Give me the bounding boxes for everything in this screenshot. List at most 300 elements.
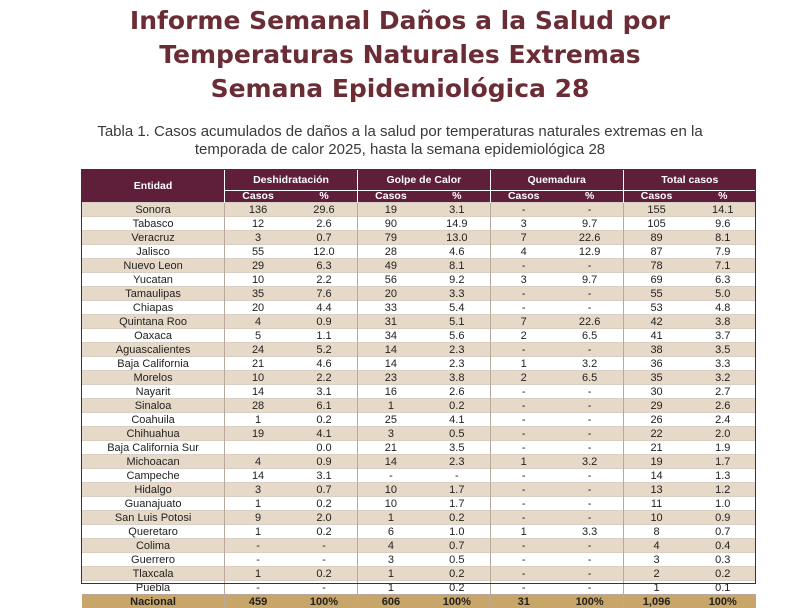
row-cell: 1.7 xyxy=(424,497,490,511)
row-entidad: Queretaro xyxy=(82,525,225,539)
table-header xyxy=(82,170,756,203)
row-cell: 3 xyxy=(490,273,556,287)
table-row xyxy=(82,245,756,259)
row-cell: 4.8 xyxy=(690,301,756,315)
table-row xyxy=(82,581,756,595)
row-cell: 8.1 xyxy=(690,231,756,245)
row-cell: 4.1 xyxy=(291,427,357,441)
row-cell: 5 xyxy=(225,329,291,343)
row-cell: - xyxy=(557,441,623,455)
row-cell: 12.0 xyxy=(291,245,357,259)
row-cell: - xyxy=(557,203,623,217)
row-cell: - xyxy=(291,553,357,567)
row-cell: 35 xyxy=(225,287,291,301)
row-cell: - xyxy=(490,287,556,301)
row-entidad: Morelos xyxy=(82,371,225,385)
row-cell: 7 xyxy=(490,231,556,245)
row-cell: - xyxy=(490,343,556,357)
row-cell: 10 xyxy=(225,273,291,287)
row-cell: 4.4 xyxy=(291,301,357,315)
row-cell: 0.0 xyxy=(291,441,357,455)
row-cell: 8 xyxy=(623,525,689,539)
row-cell: 13.0 xyxy=(424,231,490,245)
row-cell: 6.1 xyxy=(291,399,357,413)
row-cell: 1 xyxy=(357,399,423,413)
row-cell: 0.7 xyxy=(690,525,756,539)
row-cell: 1.7 xyxy=(424,483,490,497)
row-cell: 90 xyxy=(357,217,423,231)
row-cell: 14 xyxy=(623,469,689,483)
row-cell: 3.8 xyxy=(424,371,490,385)
row-cell: 41 xyxy=(623,329,689,343)
table-row xyxy=(82,553,756,567)
row-cell: 3.5 xyxy=(690,343,756,357)
row-cell: 1.1 xyxy=(291,329,357,343)
row-entidad: Guanajuato xyxy=(82,497,225,511)
row-cell: 4 xyxy=(225,455,291,469)
total-entidad: Nacional xyxy=(82,595,225,608)
row-cell: - xyxy=(557,301,623,315)
row-cell: 26 xyxy=(623,413,689,427)
row-cell: 49 xyxy=(357,259,423,273)
row-cell: 21 xyxy=(225,357,291,371)
row-cell: - xyxy=(490,203,556,217)
row-cell: - xyxy=(490,427,556,441)
row-cell: 0.1 xyxy=(690,581,756,595)
row-entidad: Quintana Roo xyxy=(82,315,225,329)
row-cell: - xyxy=(557,567,623,581)
total-cell: 100% xyxy=(424,595,490,608)
row-cell: 1 xyxy=(490,525,556,539)
row-cell: 3.3 xyxy=(690,357,756,371)
row-cell: 14.9 xyxy=(424,217,490,231)
row-cell: 12.9 xyxy=(557,245,623,259)
table-row xyxy=(82,469,756,483)
row-cell: 3 xyxy=(357,427,423,441)
row-entidad: Jalisco xyxy=(82,245,225,259)
row-cell: 3 xyxy=(490,217,556,231)
row-cell: 0.7 xyxy=(291,483,357,497)
table-caption-line-2: temporada de calor 2025, hasta la semana epidemiológica 28 xyxy=(40,141,760,159)
row-cell: 3.1 xyxy=(291,385,357,399)
row-entidad: Nayarit xyxy=(82,385,225,399)
row-entidad: Yucatan xyxy=(82,273,225,287)
row-cell: 1.3 xyxy=(690,469,756,483)
row-cell: 2 xyxy=(490,371,556,385)
row-cell: - xyxy=(490,301,556,315)
row-cell: 24 xyxy=(225,343,291,357)
row-cell: 2.0 xyxy=(291,511,357,525)
row-cell: - xyxy=(490,553,556,567)
row-entidad: Baja California xyxy=(82,357,225,371)
row-cell: 0.5 xyxy=(424,427,490,441)
total-cell: 1,096 xyxy=(623,595,689,608)
row-cell: 3 xyxy=(357,553,423,567)
row-cell: 25 xyxy=(357,413,423,427)
row-cell: 11 xyxy=(623,497,689,511)
row-entidad: Hidalgo xyxy=(82,483,225,497)
subheader-pct: % xyxy=(557,191,623,203)
row-cell: 3.2 xyxy=(690,371,756,385)
row-cell: 2.3 xyxy=(424,343,490,357)
row-entidad: Guerrero xyxy=(82,553,225,567)
row-cell: 0.9 xyxy=(291,455,357,469)
total-cell: 31 xyxy=(490,595,556,608)
row-cell: 0.2 xyxy=(424,567,490,581)
row-cell: 0.2 xyxy=(690,567,756,581)
table-row xyxy=(82,315,756,329)
table-row xyxy=(82,413,756,427)
row-cell: - xyxy=(490,259,556,273)
row-cell: - xyxy=(490,469,556,483)
table-row xyxy=(82,455,756,469)
row-cell: - xyxy=(557,497,623,511)
table-row xyxy=(82,497,756,511)
total-cell: 100% xyxy=(291,595,357,608)
row-cell: 8.1 xyxy=(424,259,490,273)
row-entidad: Campeche xyxy=(82,469,225,483)
row-cell: - xyxy=(557,343,623,357)
row-cell: 56 xyxy=(357,273,423,287)
row-cell: 21 xyxy=(357,441,423,455)
row-cell: 4 xyxy=(225,315,291,329)
row-cell: 13 xyxy=(623,483,689,497)
table-row xyxy=(82,301,756,315)
table-row xyxy=(82,427,756,441)
row-cell: 0.4 xyxy=(690,539,756,553)
row-cell: 3.1 xyxy=(291,469,357,483)
row-cell: - xyxy=(424,469,490,483)
header-total-casos: Total casos xyxy=(623,170,756,191)
row-cell: 5.6 xyxy=(424,329,490,343)
table-row xyxy=(82,203,756,217)
row-cell: 2.3 xyxy=(424,357,490,371)
row-entidad: San Luis Potosi xyxy=(82,511,225,525)
header-entidad: Entidad xyxy=(82,170,225,203)
row-cell: - xyxy=(490,539,556,553)
table-row xyxy=(82,567,756,581)
row-cell: 4.6 xyxy=(291,357,357,371)
row-cell: 6.3 xyxy=(291,259,357,273)
row-cell: 20 xyxy=(357,287,423,301)
row-cell: 14 xyxy=(357,357,423,371)
row-cell: 5.1 xyxy=(424,315,490,329)
row-cell: 3 xyxy=(623,553,689,567)
row-cell: 7.1 xyxy=(690,259,756,273)
row-cell: 31 xyxy=(357,315,423,329)
row-cell: 3.7 xyxy=(690,329,756,343)
row-cell: - xyxy=(490,399,556,413)
subheader-pct: % xyxy=(291,191,357,203)
row-cell: 29 xyxy=(225,259,291,273)
subheader-casos: Casos xyxy=(225,191,291,203)
row-cell: - xyxy=(557,385,623,399)
row-cell: 4 xyxy=(490,245,556,259)
row-cell: 1 xyxy=(623,581,689,595)
row-cell: 0.2 xyxy=(424,511,490,525)
row-cell: 7.9 xyxy=(690,245,756,259)
row-cell: 7 xyxy=(490,315,556,329)
table-caption xyxy=(40,123,760,159)
total-cell: 100% xyxy=(557,595,623,608)
row-entidad: Puebla xyxy=(82,581,225,595)
row-cell: 1.7 xyxy=(690,455,756,469)
row-cell: - xyxy=(225,553,291,567)
row-cell: 69 xyxy=(623,273,689,287)
row-entidad: Colima xyxy=(82,539,225,553)
row-entidad: Michoacan xyxy=(82,455,225,469)
row-cell: 89 xyxy=(623,231,689,245)
row-cell: 3 xyxy=(225,483,291,497)
row-cell: 4 xyxy=(623,539,689,553)
row-cell: 36 xyxy=(623,357,689,371)
row-cell: - xyxy=(490,483,556,497)
row-cell: - xyxy=(557,427,623,441)
row-cell: 5.2 xyxy=(291,343,357,357)
table-row xyxy=(82,329,756,343)
row-cell: 4.1 xyxy=(424,413,490,427)
row-cell: 9.7 xyxy=(557,273,623,287)
row-cell: 16 xyxy=(357,385,423,399)
table-row xyxy=(82,357,756,371)
row-cell: - xyxy=(557,581,623,595)
total-cell: 100% xyxy=(690,595,756,608)
row-cell: 1 xyxy=(357,511,423,525)
row-cell: 1 xyxy=(490,455,556,469)
table-row xyxy=(82,273,756,287)
row-cell: - xyxy=(291,581,357,595)
row-cell: 29 xyxy=(623,399,689,413)
row-cell: - xyxy=(490,413,556,427)
report-title-line-1: Informe Semanal Daños a la Salud por xyxy=(0,4,800,38)
row-cell: 3.8 xyxy=(690,315,756,329)
row-cell: 34 xyxy=(357,329,423,343)
row-entidad: Nuevo Leon xyxy=(82,259,225,273)
row-cell: 5.0 xyxy=(690,287,756,301)
header-quemadura: Quemadura xyxy=(490,170,623,191)
table-row xyxy=(82,287,756,301)
row-cell: - xyxy=(225,581,291,595)
row-cell: 0.9 xyxy=(291,315,357,329)
row-cell: 14 xyxy=(225,385,291,399)
cases-table xyxy=(82,170,756,608)
row-cell: 136 xyxy=(225,203,291,217)
row-cell: - xyxy=(490,581,556,595)
row-cell: - xyxy=(557,413,623,427)
row-cell: 87 xyxy=(623,245,689,259)
header-golpe-de-calor: Golpe de Calor xyxy=(357,170,490,191)
row-cell: 22.6 xyxy=(557,231,623,245)
row-cell: 0.7 xyxy=(424,539,490,553)
subheader-pct: % xyxy=(690,191,756,203)
row-entidad: Chihuahua xyxy=(82,427,225,441)
row-cell: 1.0 xyxy=(690,497,756,511)
row-entidad: Sinaloa xyxy=(82,399,225,413)
row-cell: 2.4 xyxy=(690,413,756,427)
row-cell: 4.6 xyxy=(424,245,490,259)
table-row xyxy=(82,441,756,455)
row-cell: 29.6 xyxy=(291,203,357,217)
row-cell: 1 xyxy=(225,497,291,511)
row-cell: 30 xyxy=(623,385,689,399)
row-cell: - xyxy=(557,287,623,301)
row-cell: 55 xyxy=(225,245,291,259)
row-cell: 2.3 xyxy=(424,455,490,469)
row-cell: 1 xyxy=(225,567,291,581)
row-cell: 0.2 xyxy=(291,525,357,539)
row-cell: 19 xyxy=(357,203,423,217)
row-cell: 6 xyxy=(357,525,423,539)
row-cell: 3.3 xyxy=(424,287,490,301)
row-cell: - xyxy=(557,259,623,273)
row-cell: - xyxy=(557,399,623,413)
row-cell: 35 xyxy=(623,371,689,385)
row-cell: - xyxy=(357,469,423,483)
row-cell: 2.2 xyxy=(291,273,357,287)
total-row xyxy=(82,595,756,608)
row-cell: - xyxy=(225,539,291,553)
row-cell: 14 xyxy=(357,455,423,469)
row-cell: 0.3 xyxy=(690,553,756,567)
table-body xyxy=(82,203,756,595)
total-cell: 606 xyxy=(357,595,423,608)
row-cell: - xyxy=(557,483,623,497)
row-cell: 1 xyxy=(225,413,291,427)
row-cell: 5.4 xyxy=(424,301,490,315)
row-cell: 0.2 xyxy=(291,413,357,427)
subheader-casos: Casos xyxy=(490,191,556,203)
row-cell: - xyxy=(557,469,623,483)
row-cell: - xyxy=(557,511,623,525)
row-cell: 78 xyxy=(623,259,689,273)
row-entidad: Tamaulipas xyxy=(82,287,225,301)
row-entidad: Coahuila xyxy=(82,413,225,427)
row-cell: 3 xyxy=(225,231,291,245)
row-cell: 7.6 xyxy=(291,287,357,301)
row-cell: - xyxy=(291,539,357,553)
row-cell: 0.7 xyxy=(291,231,357,245)
row-cell: 0.5 xyxy=(424,553,490,567)
row-cell: 3.2 xyxy=(557,357,623,371)
row-cell: 105 xyxy=(623,217,689,231)
row-cell: 1 xyxy=(490,357,556,371)
row-cell: 79 xyxy=(357,231,423,245)
table-caption-line-1: Tabla 1. Casos acumulados de daños a la salud por temperaturas naturales extremas en la xyxy=(40,123,760,141)
table-row xyxy=(82,399,756,413)
row-cell: 21 xyxy=(623,441,689,455)
row-cell: 2.6 xyxy=(291,217,357,231)
row-cell: 2.7 xyxy=(690,385,756,399)
row-cell: 0.9 xyxy=(690,511,756,525)
row-cell: 9.2 xyxy=(424,273,490,287)
report-title-line-3: Semana Epidemiológica 28 xyxy=(0,72,800,106)
row-cell: 42 xyxy=(623,315,689,329)
row-cell: 20 xyxy=(225,301,291,315)
row-cell: 3.3 xyxy=(557,525,623,539)
table-row xyxy=(82,511,756,525)
row-cell: 55 xyxy=(623,287,689,301)
row-cell: - xyxy=(557,553,623,567)
row-cell: 28 xyxy=(225,399,291,413)
row-cell: 38 xyxy=(623,343,689,357)
row-entidad: Tabasco xyxy=(82,217,225,231)
table-footer xyxy=(82,595,756,608)
row-cell: 1 xyxy=(357,567,423,581)
row-cell: - xyxy=(557,539,623,553)
row-cell: 2.2 xyxy=(291,371,357,385)
row-cell: 14 xyxy=(357,343,423,357)
row-cell xyxy=(225,441,291,455)
row-entidad: Sonora xyxy=(82,203,225,217)
row-entidad: Tlaxcala xyxy=(82,567,225,581)
table-row xyxy=(82,217,756,231)
row-entidad: Aguascalientes xyxy=(82,343,225,357)
row-cell: 2 xyxy=(490,329,556,343)
row-cell: 23 xyxy=(357,371,423,385)
row-cell: 19 xyxy=(225,427,291,441)
table-row xyxy=(82,259,756,273)
row-cell: 9.6 xyxy=(690,217,756,231)
row-cell: 4 xyxy=(357,539,423,553)
row-cell: 1 xyxy=(225,525,291,539)
table-row xyxy=(82,231,756,245)
row-cell: 19 xyxy=(623,455,689,469)
row-cell: 3.5 xyxy=(424,441,490,455)
row-cell: - xyxy=(490,567,556,581)
table-row xyxy=(82,525,756,539)
row-cell: 14 xyxy=(225,469,291,483)
row-cell: 53 xyxy=(623,301,689,315)
table-row xyxy=(82,385,756,399)
row-cell: 1.0 xyxy=(424,525,490,539)
row-cell: 2 xyxy=(623,567,689,581)
row-cell: - xyxy=(490,385,556,399)
table-row xyxy=(82,483,756,497)
row-cell: 1.2 xyxy=(690,483,756,497)
row-cell: 10 xyxy=(225,371,291,385)
total-cell: 459 xyxy=(225,595,291,608)
row-entidad: Oaxaca xyxy=(82,329,225,343)
row-entidad: Veracruz xyxy=(82,231,225,245)
row-cell: 0.2 xyxy=(291,567,357,581)
row-cell: 10 xyxy=(357,483,423,497)
row-cell: 12 xyxy=(225,217,291,231)
row-cell: 14.1 xyxy=(690,203,756,217)
subheader-casos: Casos xyxy=(357,191,423,203)
row-cell: 22 xyxy=(623,427,689,441)
row-cell: 0.2 xyxy=(424,399,490,413)
subheader-casos: Casos xyxy=(623,191,689,203)
row-entidad: Baja California Sur xyxy=(82,441,225,455)
row-cell: 0.2 xyxy=(291,497,357,511)
table-row xyxy=(82,371,756,385)
header-deshidratacion: Deshidratación xyxy=(225,170,358,191)
report-title-line-2: Temperaturas Naturales Extremas xyxy=(0,38,800,72)
row-cell: 9 xyxy=(225,511,291,525)
row-cell: 22.6 xyxy=(557,315,623,329)
table-row xyxy=(82,539,756,553)
row-cell: 2.0 xyxy=(690,427,756,441)
row-cell: - xyxy=(490,497,556,511)
row-cell: 1.9 xyxy=(690,441,756,455)
subheader-pct: % xyxy=(424,191,490,203)
table-row xyxy=(82,343,756,357)
row-cell: 2.6 xyxy=(690,399,756,413)
row-cell: 3.2 xyxy=(557,455,623,469)
row-cell: 1 xyxy=(357,581,423,595)
row-cell: 6.5 xyxy=(557,329,623,343)
row-cell: 28 xyxy=(357,245,423,259)
